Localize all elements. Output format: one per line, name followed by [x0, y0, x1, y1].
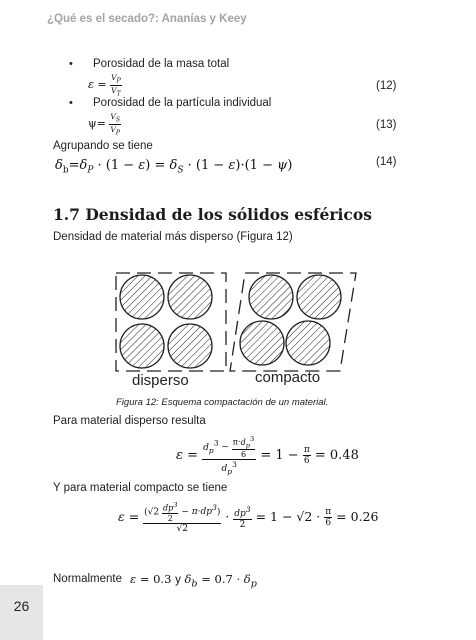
bullet-marker: • [69, 58, 73, 70]
equation-12: ε = $\frac{V_P}{V_T}$ [88, 73, 121, 97]
sphere [168, 275, 212, 319]
bullet-porosidad-total: Porosidad de la masa total [93, 58, 230, 70]
sphere [286, 321, 330, 365]
label-disperso: disperso [132, 372, 189, 389]
bullet-marker: • [69, 97, 73, 109]
equation-number-12: (12) [376, 80, 397, 92]
text-para-disperso: Para material disperso resulta [53, 415, 206, 427]
section-title: 1.7 Densidad de los sólidos esféricos [53, 205, 372, 224]
text-densidad-intro: Densidad de material más disperso (Figura 12) [53, 231, 293, 243]
sphere [168, 324, 212, 368]
running-header: ¿Qué es el secado?: Ananías y Keey [47, 13, 247, 25]
sphere [240, 321, 284, 365]
sphere [120, 275, 164, 319]
figure-compactacion [0, 265, 476, 395]
compacto-diagram [230, 273, 356, 371]
equation-compacto: ε = (√2 $\frac{dp^3}{2}$ − $\pi\cdot dp^3$) √2 · $\frac{dp^3}{2}$ = 1 − √2 · $\frac{\pi}{6}$ = 0.26 [118, 501, 379, 534]
page-number: 26 [13, 598, 30, 614]
disperso-diagram [116, 273, 226, 371]
text-para-compacto: Y para material compacto se tiene [53, 482, 228, 494]
sphere [249, 275, 293, 319]
equation-disperso: ε = $d_p^3$ − $\frac{\pi\cdot d_p^3}{6}$ $d_p^3$ = 1 − $\frac{\pi}{6}$ = 0.48 [176, 435, 359, 477]
equation-13: ψ= $\frac{V_S}{V_P}$ [88, 112, 121, 136]
text-agrupando: Agrupando se tiene [53, 140, 153, 152]
label-compacto: compacto [255, 369, 321, 386]
equation-normal: ε = 0.3 y $\delta_b = 0.7 \cdot \delta_p$ [130, 572, 257, 590]
bullet-porosidad-particula: Porosidad de la partícula individual [93, 97, 272, 109]
text-normalmente: Normalmente [53, 573, 123, 585]
sphere [297, 275, 341, 319]
equation-14: $\delta_b=\delta_P \cdot (1 - \varepsilon) = \delta_S \cdot (1 - \varepsilon)\cdot(1 - \psi)$ [55, 158, 293, 176]
sphere [120, 324, 164, 368]
equation-number-13: (13) [376, 119, 397, 131]
equation-number-14: (14) [376, 156, 397, 168]
figure-caption: Figura 12: Esquema compactación de un material. [116, 397, 329, 408]
